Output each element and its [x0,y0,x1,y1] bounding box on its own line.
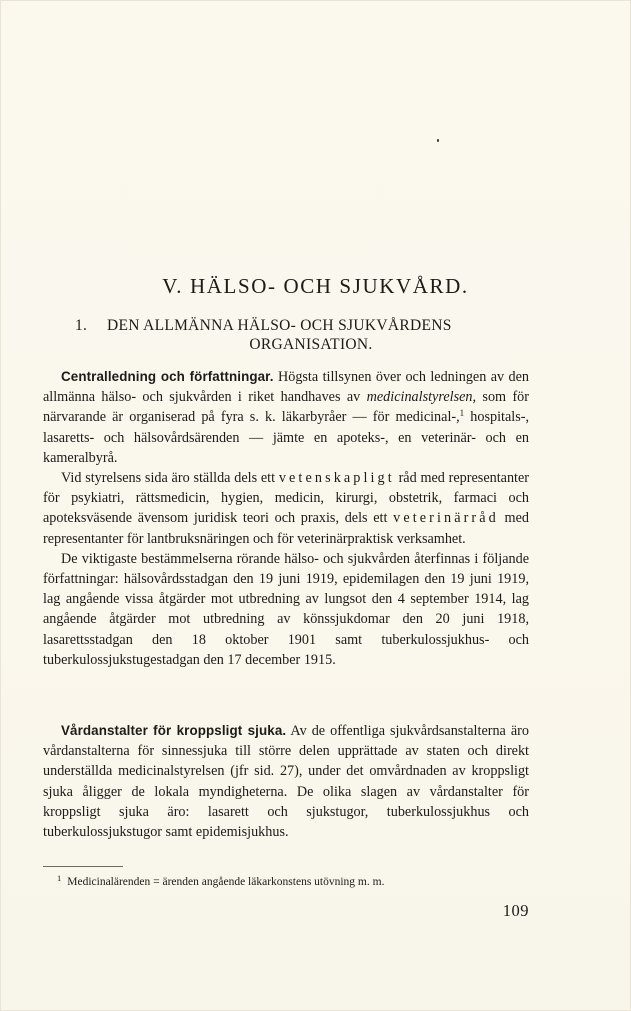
footnote-rule [43,866,123,867]
chapter-title: V. HÄLSO- OCH SJUKVÅRD. [162,274,469,298]
paragraph-text: Högsta tillsynen över och ledningen av den allmänna hälso- och sjukvården i riket handhaves av [43,369,529,406]
paragraph-text: med representanter för lantbruksnäringen och för veterinärpraktisk verksamhet. [43,510,529,547]
paragraph-text: Vid styrelsens sida äro ställda dels ett [61,470,279,487]
body-block-care-institutions [43,721,529,842]
paragraph-text: hospitals-, lasaretts- och hälsovårdsärenden — jämte en apoteks-, en veterinär- och en kameralbyrå. [43,409,530,466]
footnote-number: 1 [57,873,62,883]
paragraph [43,721,529,842]
section-heading-line1: DEN ALLMÄNNA HÄLSO- OCH SJUKVÅRDENS [107,317,452,334]
paper-speck [437,139,439,142]
section-number: 1. [75,317,88,334]
footnote-text: Medicinalärenden = ärenden angående läkarkonstens utövning m. m. [67,876,385,888]
footnote-reference: 1 [459,408,465,419]
italic-term: medicinalstyrelsen, [366,389,477,406]
paragraph-text: som för närvarande är organiserad på fyra s. k. läkarbyråer — för medicinal-, [43,389,529,426]
body-block-central-administration [43,367,529,670]
spaced-emphasis: vetenskapligt [278,470,395,487]
paragraph-text: Av de offentliga sjukvårdsanstalterna äro vårdanstalterna för sinnessjuka till större delen upprättade av staten och direkt underställda medicinalstyrelsen (jfr sid. 27), under det omvårdnaden av kroppsligt sjuka åligger de lokala myndigheterna. De olika slagen av vårdanstalter för kroppsligt sjuka äro: lasarett och sjukstugor, tuberkulossjukhus och tuberkulossjukstugor samt epidemisjukhus. [43,723,529,841]
paragraph [43,468,529,549]
paragraph: De viktigaste bestämmelserna rörande hälso- och sjukvården återfinnas i följande författningar: hälsovårdsstadgan den 19 juni 1919, epidemilagen den 19 juni 1919, lag angående vissa åtgärder mot utbredning av lungsot den 4 september 1914, lag angående åtgärder mot utbredning av könssjukdomar den 20 juni 1918, lasarettsstadgan den 18 oktober 1901 samt tuberkulossjukhus- och tuberkulossjukstugestadgan den 17 december 1915. [43,550,529,668]
runin-heading-central-administration: Centralledning och författningar. [61,369,274,384]
paragraph [43,367,529,468]
paragraph-text: råd med representanter för psykiatri, rättsmedicin, hygien, medicin, kirurgi, obstetrik, farmaci och apoteksväsende ävensom juridisk teori och praxis, dels ett [43,470,530,527]
section-heading-line2: ORGANISATION. [249,336,373,353]
section-heading [75,316,515,354]
page-number: 109 [502,901,529,920]
spaced-emphasis: veterinärråd [393,510,499,527]
runin-heading-care-institutions: Vårdanstalter för kroppsligt sjuka. [61,723,287,738]
footnote [43,874,523,890]
